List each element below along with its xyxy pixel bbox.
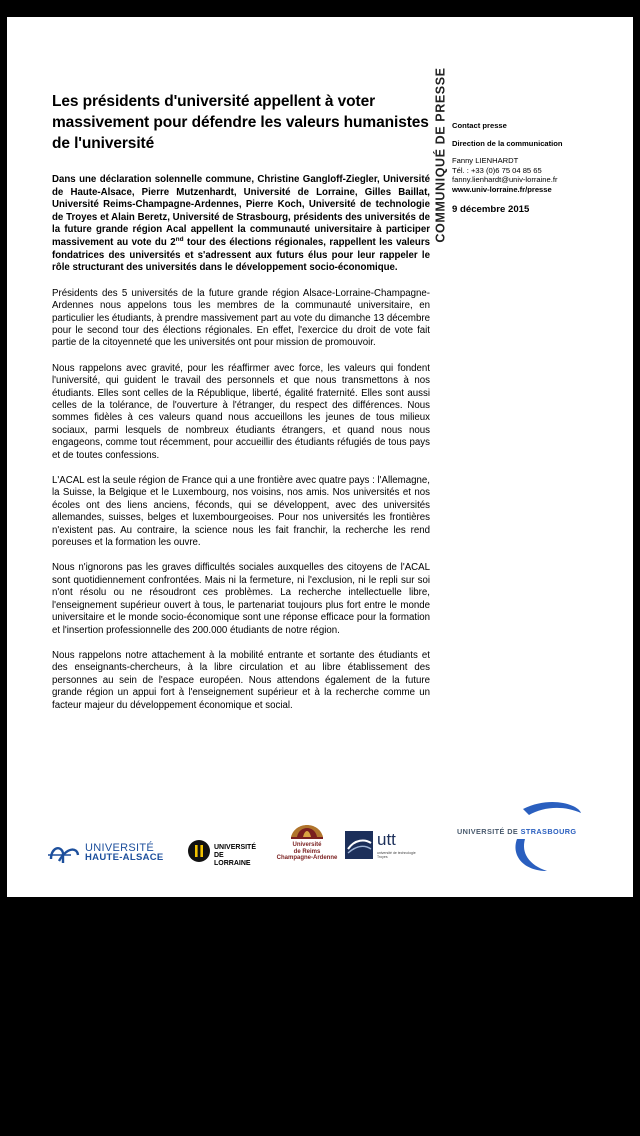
press-release-headline: Les présidents d'université appellent à voter massivement pour défendre les valeurs humanistes de l'université xyxy=(52,93,429,152)
uds-part1: UNIVERSITÉ DE xyxy=(457,827,521,836)
urca-crown-icon xyxy=(287,815,327,841)
body-paragraph: Nous rappelons avec gravité, pour les réaffirmer avec force, les valeurs qui fondent l'université, qui guident le travail des personnels et que nous transmettons à nos étudiants. Elles sont celles de la République, liberté, égalité fraternité. Elles sont aussi celles de la tolérance, de l'ouverture à l'étranger, du respect des différences. Nous sommes fidèles à ces valeurs quand nous accueillons les jeunes de tous milieux sociaux, parmi lesquels de nombreux étudiants étrangers, et quand nous nous engageons, comme tout récemment, pour accueillir des étudiants réfugiés de tous pays et de toutes confessions. xyxy=(52,362,430,461)
document-page xyxy=(7,17,633,897)
ul-line2: DE LORRAINE xyxy=(214,852,251,867)
utt-emblem-icon xyxy=(345,831,373,859)
release-date: 9 décembre 2015 xyxy=(452,203,530,215)
uha-emblem-icon xyxy=(47,839,81,869)
contact-email[interactable]: fanny.lienhardt@univ-lorraine.fr xyxy=(452,175,558,185)
uds-part2: STRASBOURG xyxy=(520,827,577,836)
ul-line1: UNIVERSITÉ xyxy=(214,844,257,851)
logo-uds xyxy=(453,797,629,877)
logo-utt xyxy=(345,831,427,871)
lead-paragraph xyxy=(52,174,430,275)
uha-line2: HAUTE-ALSACE xyxy=(85,852,164,863)
contact-sidebar xyxy=(452,121,627,214)
urca-line3: Champagne-Ardenne xyxy=(276,855,338,861)
body-paragraph: Nous rappelons notre attachement à la mobilité entrante et sortante des étudiants et des enseignants-chercheurs, à la libre circulation et au libre établissement des personnes au sein de l'espace européen. Nous attendons également de la future grande région un appui fort à l'enseignement supérieur et à la recherche comme un facteur majeur du développement économique et social. xyxy=(52,649,430,711)
body-paragraph: L'ACAL est la seule région de France qui a une frontière avec quatre pays : l'Allemagne, la Suisse, la Belgique et le Luxembourg, nos voisins, nos amis. Nos universités et nos écoles ont des liens anciens, féconds, qui se développent, avec des universités allemandes, suisses, belges et luxembourgeoises. Pour nos universités les frontières n'existent pas. Au contraire, la science nous les fait franchir, la recherche les rend poreuses et la formation les ouvre. xyxy=(52,475,430,549)
body-paragraph: Nous n'ignorons pas les graves difficultés sociales auxquelles des citoyens de l'ACAL sont quotidiennement confrontées. Mais ni la fermeture, ni l'exclusion, ni le repli sur soi n'ont résolu ou ne résoudront ces problèmes. La recherche intellectuelle libre, l'enseignement supérieur ouvert à tous, le partenariat toujours plus fort entre le monde universitaire et le monde socio-économique sont une réponse efficace pour la formation et l'insertion professionnelle des 200.000 étudiants de notre région. xyxy=(52,562,430,636)
vertical-label-text: COMMUNIQUÉ DE PRESSE xyxy=(434,67,448,243)
contact-name: Fanny LIENHARDT xyxy=(452,156,519,166)
contact-website[interactable]: www.univ-lorraine.fr/presse xyxy=(452,184,552,194)
lead-superscript: nd xyxy=(175,235,184,243)
contact-department: Direction de la communication xyxy=(452,138,563,148)
lead-text-part2: tour des élections régionales, rappellent les valeurs fondatrices des universités et s'adressent aux futurs élus pour leur rappeler le rôle structurant des universités dans le développement socio-économique. xyxy=(52,236,431,274)
contact-phone: Tél. : +33 (0)6 75 04 85 65 xyxy=(452,165,542,175)
main-column xyxy=(52,91,430,712)
uha-line1: UNIVERSITÉ xyxy=(85,842,155,854)
urca-line2: de Reims xyxy=(293,848,321,855)
logo-uha xyxy=(47,839,177,869)
logo-bar xyxy=(7,797,633,877)
utt-wordmark: utt xyxy=(377,830,396,849)
lead-text-part1: Dans une déclaration solennelle commune, Christine Gangloff-Ziegler, Université de Haute-Alsace, Pierre Mutzenhardt, Université de Lorraine, Gilles Baillat, Université Reims-Champagne-Ardennes, Pierre Koch, Université de technologie de Troyes et Alain Beretz, Université de Strasbourg, présidents des universités de la future grande région Acal appellent la communauté universitaire à participer massivement au vote du 2 xyxy=(52,174,430,248)
utt-subtitle: université de technologie Troyes xyxy=(377,851,416,859)
body-paragraph: Présidents des 5 universités de la future grande région Alsace-Lorraine-Champagne-Ardennes nous appelons tous les membres de la communauté universitaire, en particulier les étudiants, à prendre massivement part au vote du dimanche 13 décembre pour le second tour des élections régionales. En effet, l'exercice du droit de vote fait partie de la citoyenneté que les universités ont pour mission de promouvoir. xyxy=(52,287,430,349)
logo-ul xyxy=(187,839,262,865)
communique-vertical-label xyxy=(432,59,450,251)
uds-arc-icon xyxy=(493,797,583,877)
contact-title: Contact presse xyxy=(452,121,507,130)
ul-emblem-icon xyxy=(187,839,211,863)
urca-line1: Université xyxy=(292,842,322,848)
logo-urca xyxy=(275,815,339,877)
